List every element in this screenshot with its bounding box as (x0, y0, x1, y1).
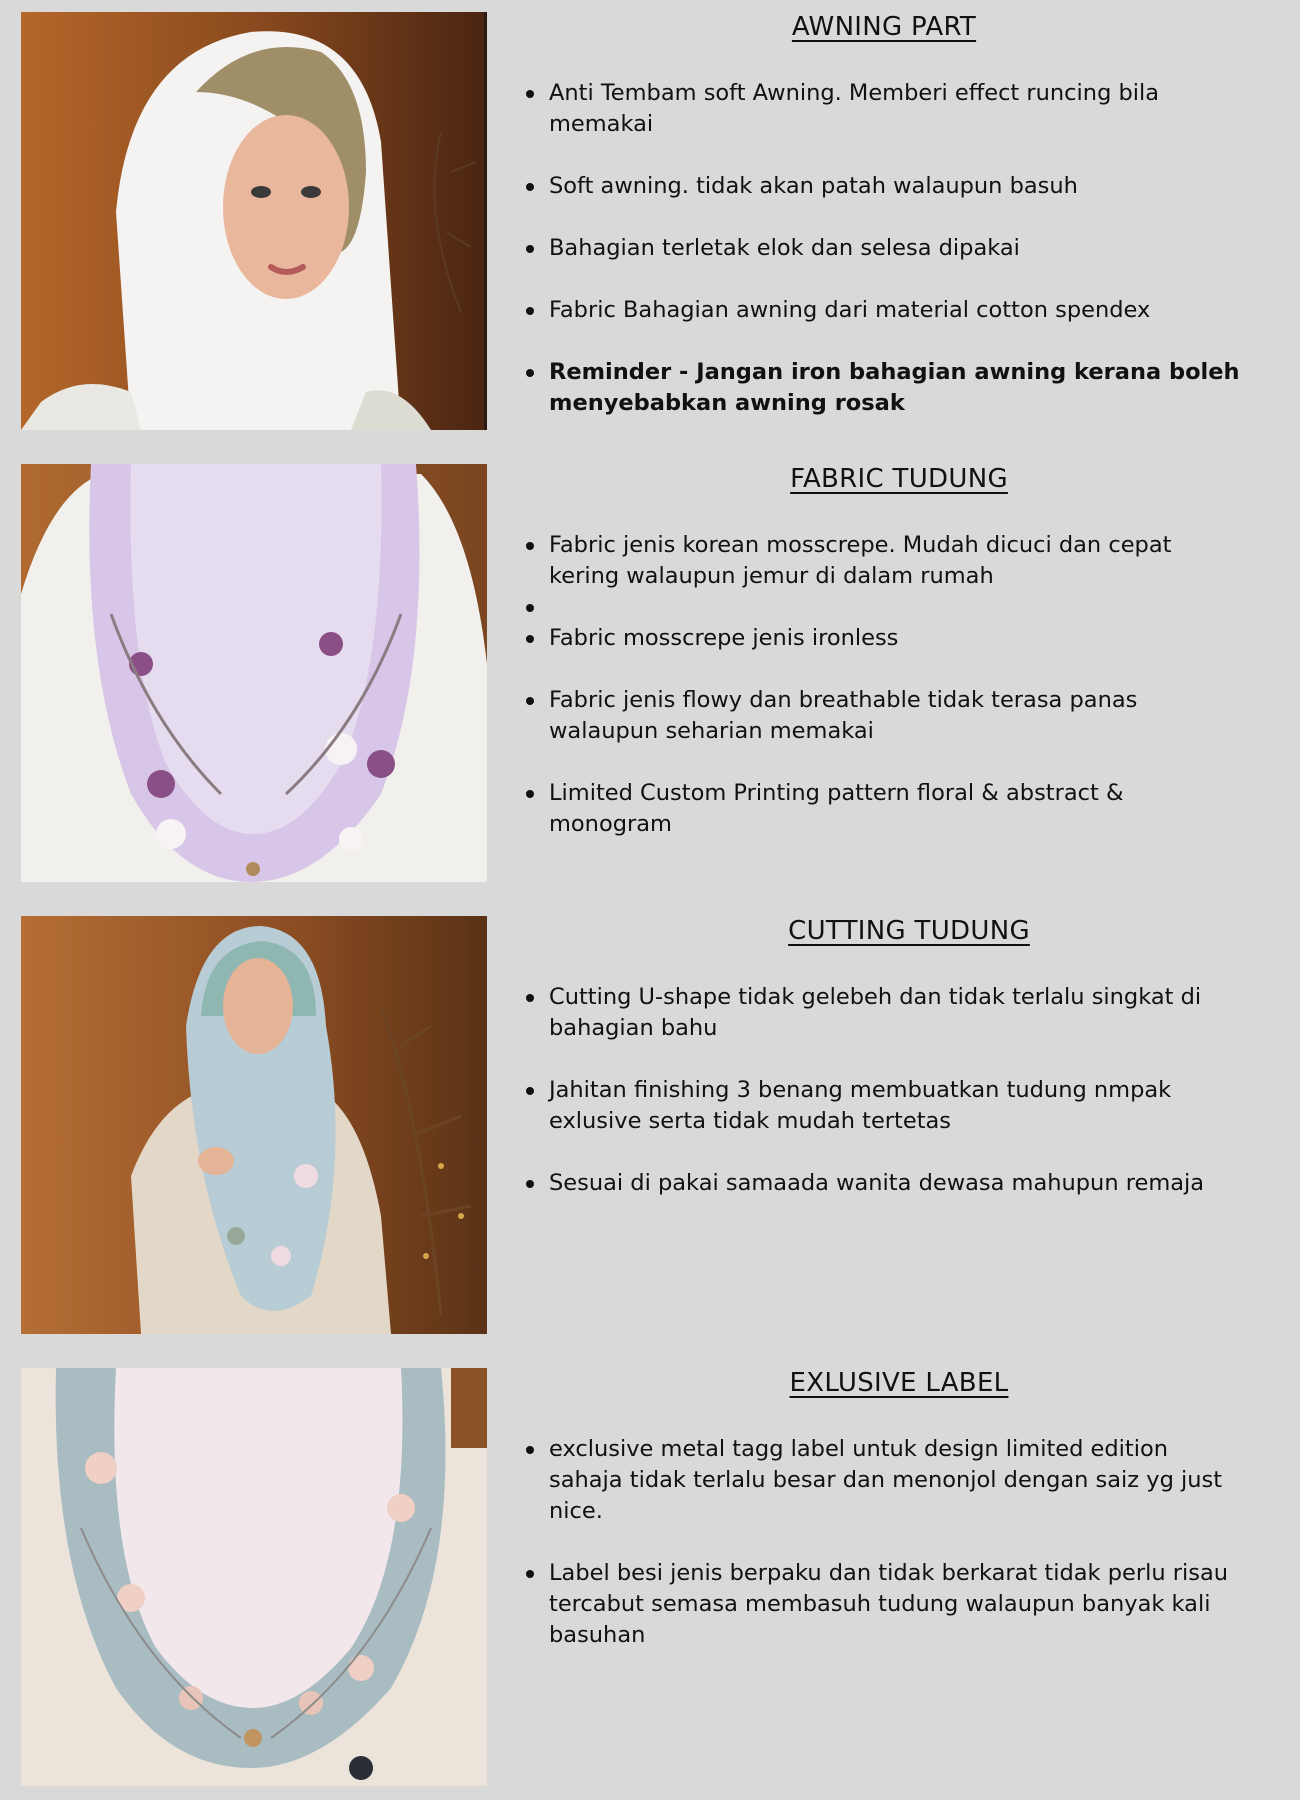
section-heading: FABRIC TUDUNG (790, 464, 1008, 494)
list-item: Cutting U-shape tidak gelebeh dan tidak terlalu singkat di bahagian bahu (524, 982, 1244, 1044)
list-item (524, 592, 1244, 623)
list-item: Jahitan finishing 3 benang membuatkan tudung nmpak exlusive serta tidak mudah tertetas (524, 1075, 1244, 1137)
list-item: Sesuai di pakai samaada wanita dewasa mahupun remaja (524, 1168, 1244, 1199)
bullet-list (524, 530, 1244, 840)
cutting-text-column (524, 916, 1244, 1230)
bullet-list (524, 1434, 1244, 1651)
list-item: Anti Tembam soft Awning. Memberi effect runcing bila memakai (524, 78, 1244, 140)
bullet-list (524, 78, 1244, 419)
list-item: Fabric jenis flowy dan breathable tidak terasa panas walaupun seharian memakai (524, 685, 1244, 747)
blue-hijab-model-photo (21, 916, 487, 1334)
hijab-awning-photo (21, 12, 487, 430)
section-heading: AWNING PART (791, 12, 977, 42)
list-item: Limited Custom Printing pattern floral & abstract & monogram (524, 778, 1244, 840)
label-text-column (524, 1368, 1244, 1682)
reminder-list-item: Reminder - Jangan iron bahagian awning kerana boleh menyebabkan awning rosak (524, 357, 1244, 419)
section-heading: CUTTING TUDUNG (788, 916, 1030, 946)
list-item: exclusive metal tagg label untuk design limited edition sahaja tidak terlalu besar dan menonjol dengan saiz yg just nice. (524, 1434, 1244, 1527)
list-item: Soft awning. tidak akan patah walaupun basuh (524, 171, 1244, 202)
bullet-list (524, 982, 1244, 1199)
section-heading: EXLUSIVE LABEL (789, 1368, 1009, 1398)
pastel-floral-label-photo (21, 1368, 487, 1786)
list-item: Fabric Bahagian awning dari material cotton spendex (524, 295, 1244, 326)
awning-text-column (524, 12, 1244, 450)
fabric-text-column (524, 464, 1244, 871)
list-item: Label besi jenis berpaku dan tidak berkarat tidak perlu risau tercabut semasa membasuh tudung walaupun banyak kali basuhan (524, 1558, 1244, 1651)
list-item: Fabric jenis korean mosscrepe. Mudah dicuci dan cepat kering walaupun jemur di dalam rumah (524, 530, 1244, 592)
list-item: Bahagian terletak elok dan selesa dipakai (524, 233, 1244, 264)
lilac-floral-fabric-photo (21, 464, 487, 882)
list-item: Fabric mosscrepe jenis ironless (524, 623, 1244, 654)
